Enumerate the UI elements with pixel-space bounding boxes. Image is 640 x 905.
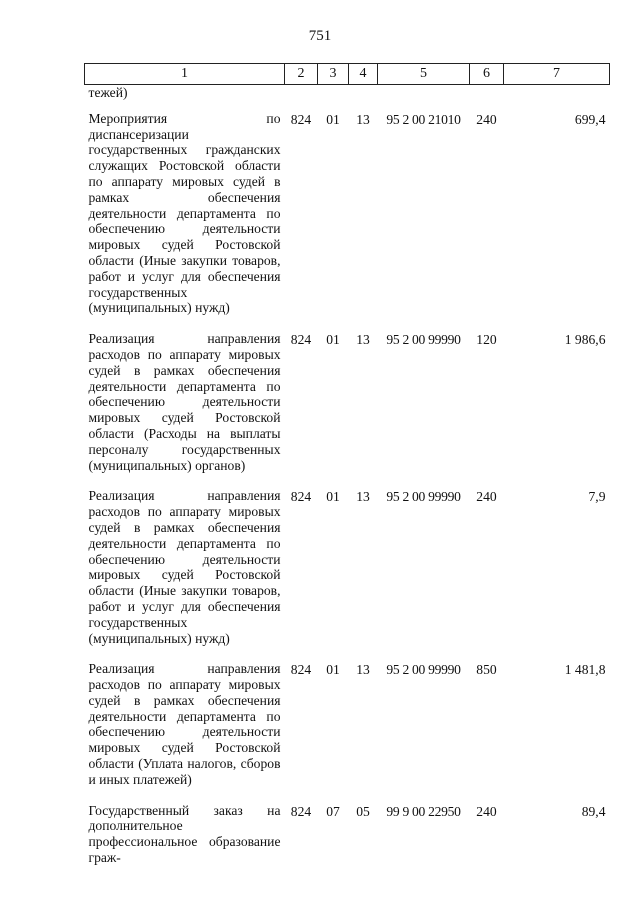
row-expense-type	[470, 85, 504, 111]
row-subsection: 13	[356, 489, 370, 505]
header-col-2: 2	[285, 64, 318, 85]
header-col-3: 3	[318, 64, 349, 85]
row-expense-type: 240	[476, 803, 497, 819]
row-ministry-code: 824	[290, 111, 312, 127]
table-header	[85, 64, 610, 85]
row-ministry-code	[285, 85, 318, 111]
header-col-5: 5	[378, 64, 470, 85]
row-ministry-code: 824	[290, 332, 312, 348]
table-row	[85, 661, 610, 802]
table-row	[85, 488, 610, 661]
row-subsection: 13	[356, 662, 370, 678]
row-section: 01	[326, 332, 340, 348]
header-col-4: 4	[349, 64, 378, 85]
row-target-article: 95 2 00 99990	[386, 332, 461, 348]
page-number: 751	[308, 28, 332, 44]
row-amount: 699,4	[574, 111, 606, 127]
row-subsection: 13	[356, 111, 370, 127]
row-description: Реализация направления расходов по аппарату мировых судей в рамках обеспечения деятельности департамента по обеспечению деятельности мировых судей Ростовской области (Иные закупки товаров, работ и услуг для обеспечения государственных (муниципальных) нужд)	[88, 488, 281, 646]
row-ministry-code: 824	[290, 803, 312, 819]
header-col-1: 1	[85, 64, 285, 85]
row-subsection: 13	[356, 332, 370, 348]
row-expense-type: 120	[476, 332, 497, 348]
row-target-article: 95 2 00 21010	[386, 111, 461, 127]
row-amount: 7,9	[588, 489, 606, 505]
row-expense-type: 240	[476, 111, 497, 127]
row-description: Государственный заказ на дополнительное профессиональное образование граж-	[88, 802, 281, 866]
header-row	[85, 64, 610, 85]
row-ministry-code: 824	[290, 662, 312, 678]
row-description: Мероприятия по диспансеризации государственных гражданских служащих Ростовской области по аппарату мировых судей в рамках обеспечения деятельности департамента по обеспечению деятельности мировых судей Ростовской области (Иные закупки товаров, работ и услуг для обеспечения государственных (муниципальных) нужд)	[88, 110, 281, 316]
row-subsection: 05	[356, 803, 370, 819]
row-target-article: 95 2 00 99990	[386, 489, 461, 505]
row-section: 01	[326, 662, 340, 678]
row-target-article: 95 2 00 99990	[386, 662, 461, 678]
row-subsection	[349, 85, 378, 111]
header-col-7: 7	[504, 64, 610, 85]
header-col-6: 6	[470, 64, 504, 85]
row-target-article	[378, 85, 470, 111]
budget-table	[84, 63, 610, 866]
row-description: Реализация направления расходов по аппарату мировых судей в рамках обеспечения деятельности департамента по обеспечению деятельности мировых судей Ростовской области (Уплата налогов, сборов и иных платежей)	[88, 661, 281, 787]
row-amount: 1 986,6	[564, 332, 606, 348]
row-expense-type: 240	[476, 489, 497, 505]
table-row	[85, 85, 610, 111]
row-section	[318, 85, 349, 111]
row-section: 01	[326, 111, 340, 127]
row-section: 01	[326, 489, 340, 505]
table-row	[85, 111, 610, 331]
row-expense-type: 850	[476, 662, 497, 678]
row-description: Реализация направления расходов по аппарату мировых судей в рамках обеспечения деятельности департамента по обеспечению деятельности мировых судей Ростовской области (Расходы на выплаты персоналу государственных (муниципальных) органов)	[88, 331, 281, 473]
table-row	[85, 331, 610, 488]
row-ministry-code: 824	[290, 489, 312, 505]
row-section: 07	[326, 803, 340, 819]
row-description: тежей)	[88, 85, 128, 100]
row-target-article: 99 9 00 22950	[386, 803, 461, 819]
row-amount	[504, 85, 610, 111]
row-amount: 89,4	[581, 803, 606, 819]
row-amount: 1 481,8	[564, 662, 606, 678]
table-row	[85, 803, 610, 866]
